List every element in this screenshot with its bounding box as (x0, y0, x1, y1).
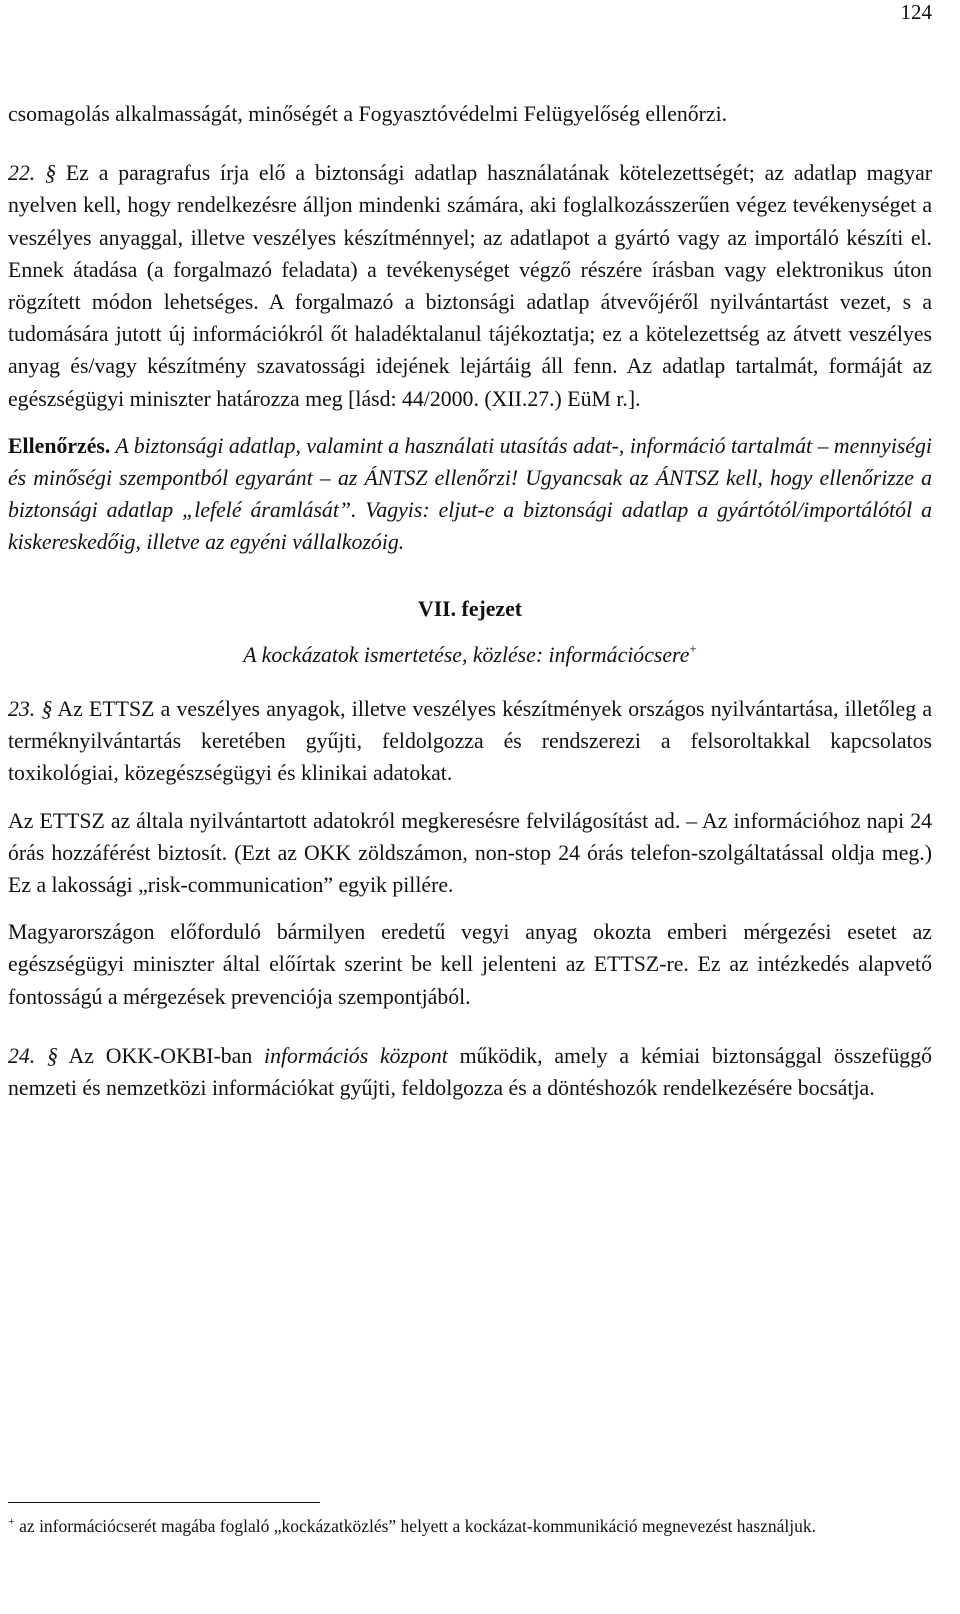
section-22 (8, 157, 932, 415)
footnote (8, 1508, 928, 1539)
section-22-text: Ez a paragrafus írja elő a biztonsági adatlap használatának kötelezettségét; az adatlap magyar nyelven kell, hogy rendelkezésre álljon mindenki számára, aki foglalkozásszerűen végez tevékenységet a veszélyes anyaggal, illetve veszélyes készítménnyel; az adatlapot a gyártó vagy az importáló készíti el. Ennek átadása (a forgalmazó feladata) a tevékenységet végző részére írásban vagy elektronikus úton rögzített módon lehetséges. A forgalmazó a biztonsági adatlap átvevőjéről nyilvántartást vezet, s a tudomására jutott új információkról őt haladéktalanul tájékoztatja; ez a kötelezettség az átvett veszélyes anyag és/vagy készítmény szavatossági idejének lejártáig áll fenn. Az adatlap tartalmát, formáját az egészségügyi miniszter határozza meg [lásd: 44/2000. (XII.27.) EüM r.]. (8, 161, 932, 411)
paragraph-ettsz: Az ETTSZ az általa nyilvántartott adatokról megkeresésre felvilágosítást ad. – Az információhoz napi 24 órás hozzáférést biztosít. (Ezt az OKK zöldszámon, non-stop 24 órás telefon-szolgáltatással oldja meg.) Ez a lakossági „risk-communication” egyik pillére. (8, 808, 932, 898)
section-24-italic: információs központ (264, 1043, 448, 1068)
page-body (8, 98, 932, 1104)
section-24 (8, 1040, 932, 1104)
footnote-ref: + (689, 640, 697, 656)
section-24-post: működik, amely a kémiai biztonsággal összefüggő nemzeti és nemzetközi információkat gyűjti, feldolgozza és a döntéshozók rendelkezésére bocsátja. (8, 1043, 932, 1101)
page-number: 124 (900, 0, 932, 24)
footnote-mark: + (8, 1514, 15, 1528)
paragraph-ellenorzes (8, 430, 932, 559)
ellenorzes-italic: A biztonsági adatlap, valamint a használati utasítás adat-, információ tartalmát – mennyiségi és minőségi szempontból egyaránt – az ÁNTSZ ellenőrzi! (8, 433, 932, 491)
chapter-heading (8, 593, 932, 671)
section-24-pre: Az OKK-OKBI-ban (57, 1043, 265, 1068)
section-number: 22. § (8, 161, 56, 186)
chapter-number: VII. fejezet (417, 596, 523, 621)
section-number: 24. § (8, 1043, 58, 1068)
section-23-text: Az ETTSZ a veszélyes anyagok, illetve veszélyes készítmények országos nyilvántartása, illetőleg a terméknyilvántartás keretében gyűjti, feldolgozza és rendszerezi a felsoroltakkal kapcsolatos toxikológiai, közegészségügyi és klinikai adatokat. (8, 697, 932, 786)
footnote-divider (8, 1502, 320, 1503)
footnote-text: az információcserét magába foglaló „kockázatközlés” helyett a kockázat-kommunikáció megnevezést használjuk. (14, 1516, 817, 1536)
ellenorzes-label: Ellenőrzés. (8, 433, 111, 458)
chapter-title-line (8, 633, 932, 671)
paragraph-hungary: Magyarországon előforduló bármilyen eredetű vegyi anyag okozta emberi mérgezési esetet az egészségügyi miniszter által előírtak szerint be kell jelenteni az ETTSZ-re. Ez az intézkedés alapvető fontosságú a mérgezések prevenciója szempontjából. (8, 920, 932, 1009)
chapter-title: A kockázatok ismertetése, közlése: információcsere (243, 642, 690, 667)
ellenorzes-text: Ugyancsak az ÁNTSZ kell, hogy ellenőrizze a biztonsági adatlap „lefelé áramlását”. Vagyis: eljut-e a biztonsági adatlap a gyártótól/importálótól a kiskereskedőig, illetve az egyéni vállalkozóig. (8, 466, 932, 555)
section-number: 23. § (8, 697, 53, 722)
section-23 (8, 693, 932, 790)
paragraph-packaging: csomagolás alkalmasságát, minőségét a Fogyasztóvédelmi Felügyelőség ellenőrzi. (8, 102, 728, 126)
